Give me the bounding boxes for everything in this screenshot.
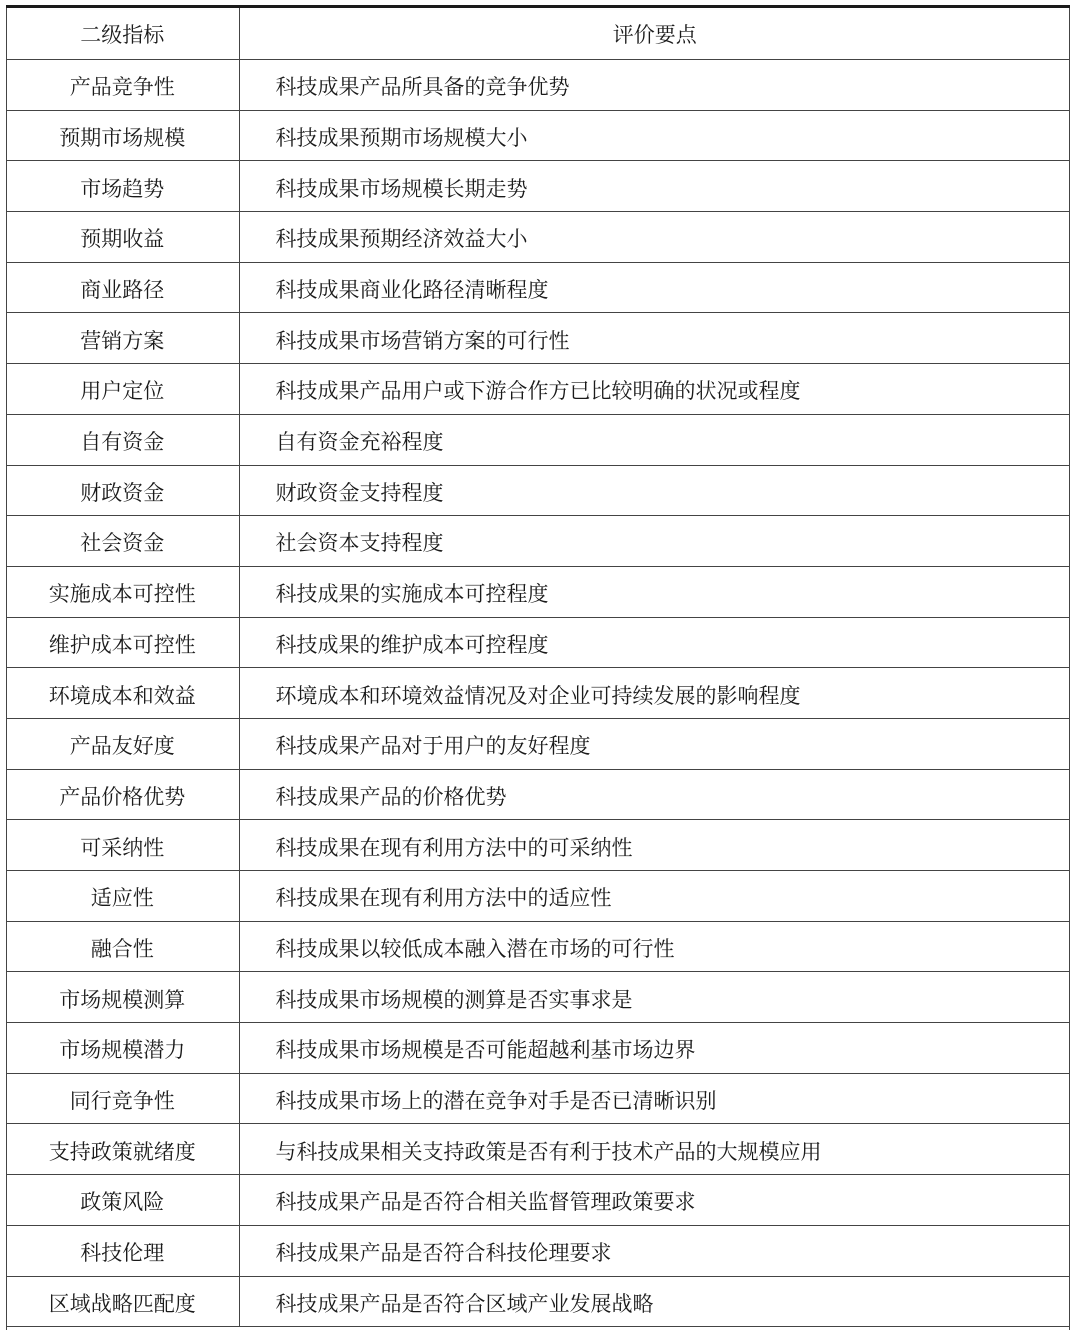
- indicator-cell: 融合性: [6, 921, 239, 972]
- indicator-cell: 市场规模测算: [6, 972, 239, 1023]
- table-row: [6, 212, 1070, 263]
- evaluation-point-cell: 科技成果以较低成本融入潜在市场的可行性: [275, 936, 675, 961]
- table-row: [6, 1225, 1070, 1276]
- table-row: [6, 161, 1070, 212]
- table-row: [6, 364, 1070, 415]
- evaluation-point-cell: 科技成果产品是否符合相关监督管理政策要求: [275, 1190, 696, 1215]
- indicator-cell: 商业路径: [6, 262, 239, 313]
- evaluation-point-cell: 财政资金支持程度: [275, 480, 444, 505]
- indicator-cell: 营销方案: [6, 313, 239, 364]
- indicator-cell: 自有资金: [6, 414, 239, 465]
- indicator-cell: 市场规模潜力: [6, 1023, 239, 1074]
- evaluation-point-cell: 科技成果预期经济效益大小: [275, 227, 528, 252]
- indicator-cell: 可采纳性: [6, 820, 239, 871]
- evaluation-point-cell: 科技成果产品是否符合科技伦理要求: [275, 1241, 612, 1266]
- evaluation-point-cell: 科技成果在现有利用方法中的适应性: [275, 886, 612, 911]
- evaluation-table-container: [6, 5, 1070, 1327]
- indicator-cell: 政策风险: [6, 1175, 239, 1226]
- indicator-cell: 财政资金: [6, 465, 239, 516]
- table-row: [6, 465, 1070, 516]
- table-row: [6, 921, 1070, 972]
- table-row: [6, 718, 1070, 769]
- table-row: [6, 313, 1070, 364]
- indicator-cell: 区域战略匹配度: [6, 1276, 239, 1327]
- evaluation-point-cell: 科技成果市场上的潜在竞争对手是否已清晰识别: [275, 1089, 717, 1113]
- header-evaluation-point: 评价要点: [239, 7, 1070, 60]
- evaluation-point-cell: 自有资金充裕程度: [275, 430, 444, 455]
- indicator-cell: 产品竞争性: [6, 60, 239, 111]
- header-indicator: 二级指标: [6, 7, 239, 60]
- evaluation-point-cell: 科技成果产品用户或下游合作方已比较明确的状况或程度: [275, 379, 801, 404]
- table-row: [6, 1073, 1070, 1124]
- indicator-cell: 支持政策就绪度: [6, 1124, 239, 1175]
- indicator-cell: 用户定位: [6, 364, 239, 415]
- table-row: [6, 516, 1070, 567]
- indicator-cell: 产品友好度: [6, 718, 239, 769]
- evaluation-point-cell: 科技成果市场规模是否可能超越利基市场边界: [275, 1038, 696, 1063]
- table-body: [6, 60, 1070, 1327]
- indicator-cell: 科技伦理: [6, 1225, 239, 1276]
- evaluation-point-cell: 环境成本和环境效益情况及对企业可持续发展的影响程度: [275, 683, 801, 708]
- table-row: [6, 1175, 1070, 1226]
- evaluation-point-cell: 科技成果产品对于用户的友好程度: [275, 734, 591, 759]
- table-row: [6, 262, 1070, 313]
- evaluation-point-cell: 科技成果产品所具备的竞争优势: [275, 75, 570, 100]
- evaluation-point-cell: 科技成果的实施成本可控程度: [275, 582, 549, 607]
- evaluation-table: [6, 5, 1070, 1327]
- table-row: [6, 566, 1070, 617]
- table-row: [6, 1124, 1070, 1175]
- evaluation-point-cell: 与科技成果相关支持政策是否有利于技术产品的大规模应用: [275, 1139, 822, 1164]
- indicator-cell: 维护成本可控性: [6, 617, 239, 668]
- evaluation-point-cell: 科技成果市场规模的测算是否实事求是: [275, 987, 633, 1012]
- table-row: [6, 1023, 1070, 1074]
- table-row: [6, 110, 1070, 161]
- table-header-row: [6, 7, 1070, 60]
- indicator-cell: 同行竞争性: [6, 1073, 239, 1124]
- indicator-cell: 适应性: [6, 871, 239, 922]
- evaluation-point-cell: 科技成果产品的价格优势: [275, 784, 507, 809]
- table-row: [6, 668, 1070, 719]
- table-row: [6, 820, 1070, 871]
- evaluation-point-cell: 科技成果预期市场规模大小: [275, 125, 528, 150]
- indicator-cell: 市场趋势: [6, 161, 239, 212]
- table-row: [6, 60, 1070, 111]
- table-row: [6, 1276, 1070, 1327]
- indicator-cell: 环境成本和效益: [6, 668, 239, 719]
- evaluation-point-cell: 科技成果商业化路径清晰程度: [275, 278, 549, 302]
- evaluation-point-cell: 科技成果在现有利用方法中的可采纳性: [275, 835, 633, 860]
- evaluation-point-cell: 科技成果产品是否符合区域产业发展战略: [275, 1291, 654, 1316]
- table-row: [6, 414, 1070, 465]
- evaluation-point-cell: 科技成果的维护成本可控程度: [275, 632, 549, 657]
- evaluation-point-cell: 科技成果市场规模长期走势: [275, 176, 528, 201]
- table-row: [6, 972, 1070, 1023]
- indicator-cell: 预期市场规模: [6, 110, 239, 161]
- evaluation-point-cell: 社会资本支持程度: [275, 531, 444, 556]
- indicator-cell: 产品价格优势: [6, 769, 239, 820]
- indicator-cell: 社会资金: [6, 516, 239, 567]
- table-row: [6, 871, 1070, 922]
- indicator-cell: 预期收益: [6, 212, 239, 263]
- evaluation-point-cell: 科技成果市场营销方案的可行性: [275, 328, 570, 353]
- table-row: [6, 769, 1070, 820]
- table-row: [6, 617, 1070, 668]
- indicator-cell: 实施成本可控性: [6, 566, 239, 617]
